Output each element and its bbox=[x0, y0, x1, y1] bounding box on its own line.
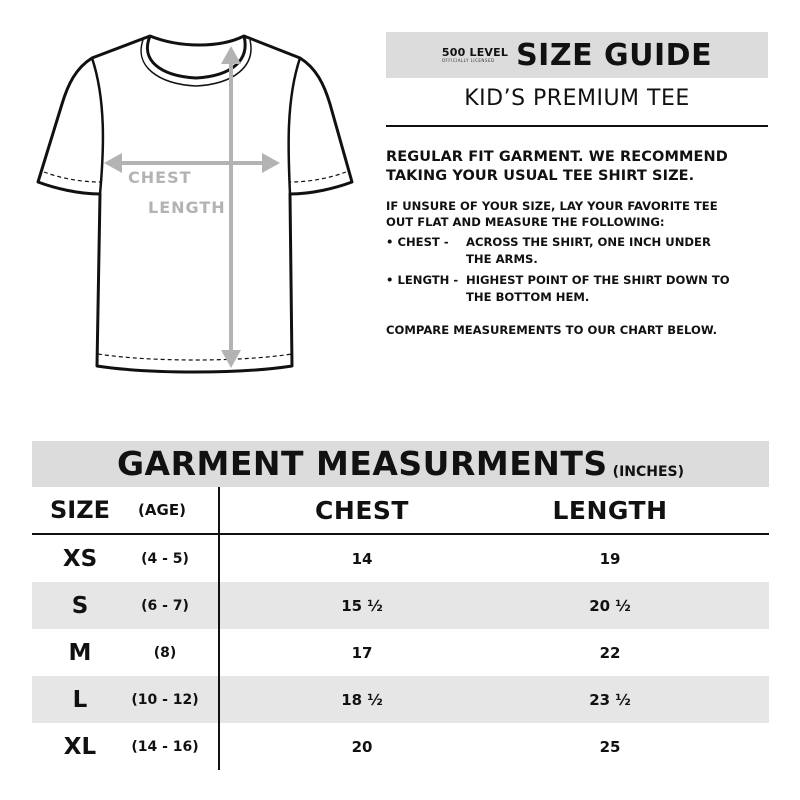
measurements-unit: (INCHES) bbox=[612, 464, 685, 480]
fit-instructions bbox=[386, 148, 770, 338]
brand-logo bbox=[442, 47, 508, 63]
header-size: SIZE bbox=[49, 496, 110, 524]
cell-chest: 15 ½ bbox=[341, 596, 383, 615]
size-guide-title: SIZE GUIDE bbox=[516, 37, 713, 73]
cell-age: (4 - 5) bbox=[141, 550, 189, 567]
measure-instructions-line: OUT FLAT AND MEASURE THE FOLLOWING: bbox=[386, 215, 665, 229]
bullet-description bbox=[466, 272, 770, 306]
bullet-line: THE BOTTOM HEM. bbox=[466, 290, 590, 304]
header-length: LENGTH bbox=[552, 495, 668, 525]
cell-size: XL bbox=[63, 733, 97, 760]
fit-intro-line: REGULAR FIT GARMENT. WE RECOMMEND bbox=[386, 149, 728, 165]
fit-intro bbox=[386, 148, 770, 186]
brand-name: 500 LEVEL bbox=[441, 46, 509, 59]
table-row bbox=[32, 535, 769, 582]
cell-chest: 18 ½ bbox=[341, 690, 383, 709]
tshirt-illustration bbox=[0, 0, 370, 400]
bullet-description bbox=[466, 234, 770, 268]
header-chest: CHEST bbox=[315, 495, 409, 525]
chest-bullet bbox=[386, 234, 770, 268]
brand-tagline: OFFICIALLY LICENSED bbox=[441, 58, 495, 63]
measure-instructions bbox=[386, 198, 770, 230]
header-divider bbox=[386, 125, 768, 127]
table-header-row bbox=[32, 487, 769, 533]
table-row bbox=[32, 629, 769, 676]
chest-label: CHEST bbox=[128, 168, 192, 187]
cell-length: 23 ½ bbox=[589, 690, 631, 709]
bullet-line: ACROSS THE SHIRT, ONE INCH UNDER bbox=[466, 235, 711, 249]
cell-chest: 17 bbox=[351, 643, 373, 662]
cell-age: (10 - 12) bbox=[131, 691, 199, 708]
cell-size: L bbox=[72, 686, 88, 713]
size-guide-header bbox=[386, 32, 768, 78]
table-column-divider bbox=[218, 487, 220, 770]
cell-size: XS bbox=[62, 545, 98, 572]
header-age: (AGE) bbox=[138, 501, 186, 519]
table-row bbox=[32, 676, 769, 723]
cell-length: 19 bbox=[599, 549, 621, 568]
cell-age: (6 - 7) bbox=[141, 597, 189, 614]
bullet-term: • CHEST - bbox=[386, 235, 449, 249]
cell-chest: 20 bbox=[351, 737, 373, 756]
fit-intro-line: TAKING YOUR USUAL TEE SHIRT SIZE. bbox=[386, 168, 695, 184]
table-header-divider bbox=[32, 533, 769, 535]
bullet-line: THE ARMS. bbox=[466, 252, 538, 266]
measure-instructions-line: IF UNSURE OF YOUR SIZE, LAY YOUR FAVORITE TEE bbox=[386, 199, 718, 213]
bullet-term: • LENGTH - bbox=[386, 273, 459, 287]
measurements-table bbox=[32, 487, 769, 770]
length-label: LENGTH bbox=[148, 198, 226, 217]
cell-age: (8) bbox=[153, 644, 177, 661]
cell-age: (14 - 16) bbox=[131, 738, 199, 755]
measurements-title: GARMENT MEASURMENTS bbox=[116, 444, 608, 483]
cell-size: M bbox=[68, 639, 92, 666]
length-bullet bbox=[386, 272, 770, 306]
cell-length: 20 ½ bbox=[589, 596, 631, 615]
measurements-banner bbox=[32, 441, 769, 487]
cell-length: 25 bbox=[599, 737, 621, 756]
cell-chest: 14 bbox=[351, 549, 373, 568]
compare-note: COMPARE MEASUREMENTS TO OUR CHART BELOW. bbox=[386, 323, 718, 337]
bullet-line: HIGHEST POINT OF THE SHIRT DOWN TO bbox=[466, 273, 730, 287]
cell-size: S bbox=[71, 592, 89, 619]
table-row bbox=[32, 723, 769, 770]
product-name: KID’S PREMIUM TEE bbox=[464, 86, 690, 111]
table-row bbox=[32, 582, 769, 629]
cell-length: 22 bbox=[599, 643, 621, 662]
